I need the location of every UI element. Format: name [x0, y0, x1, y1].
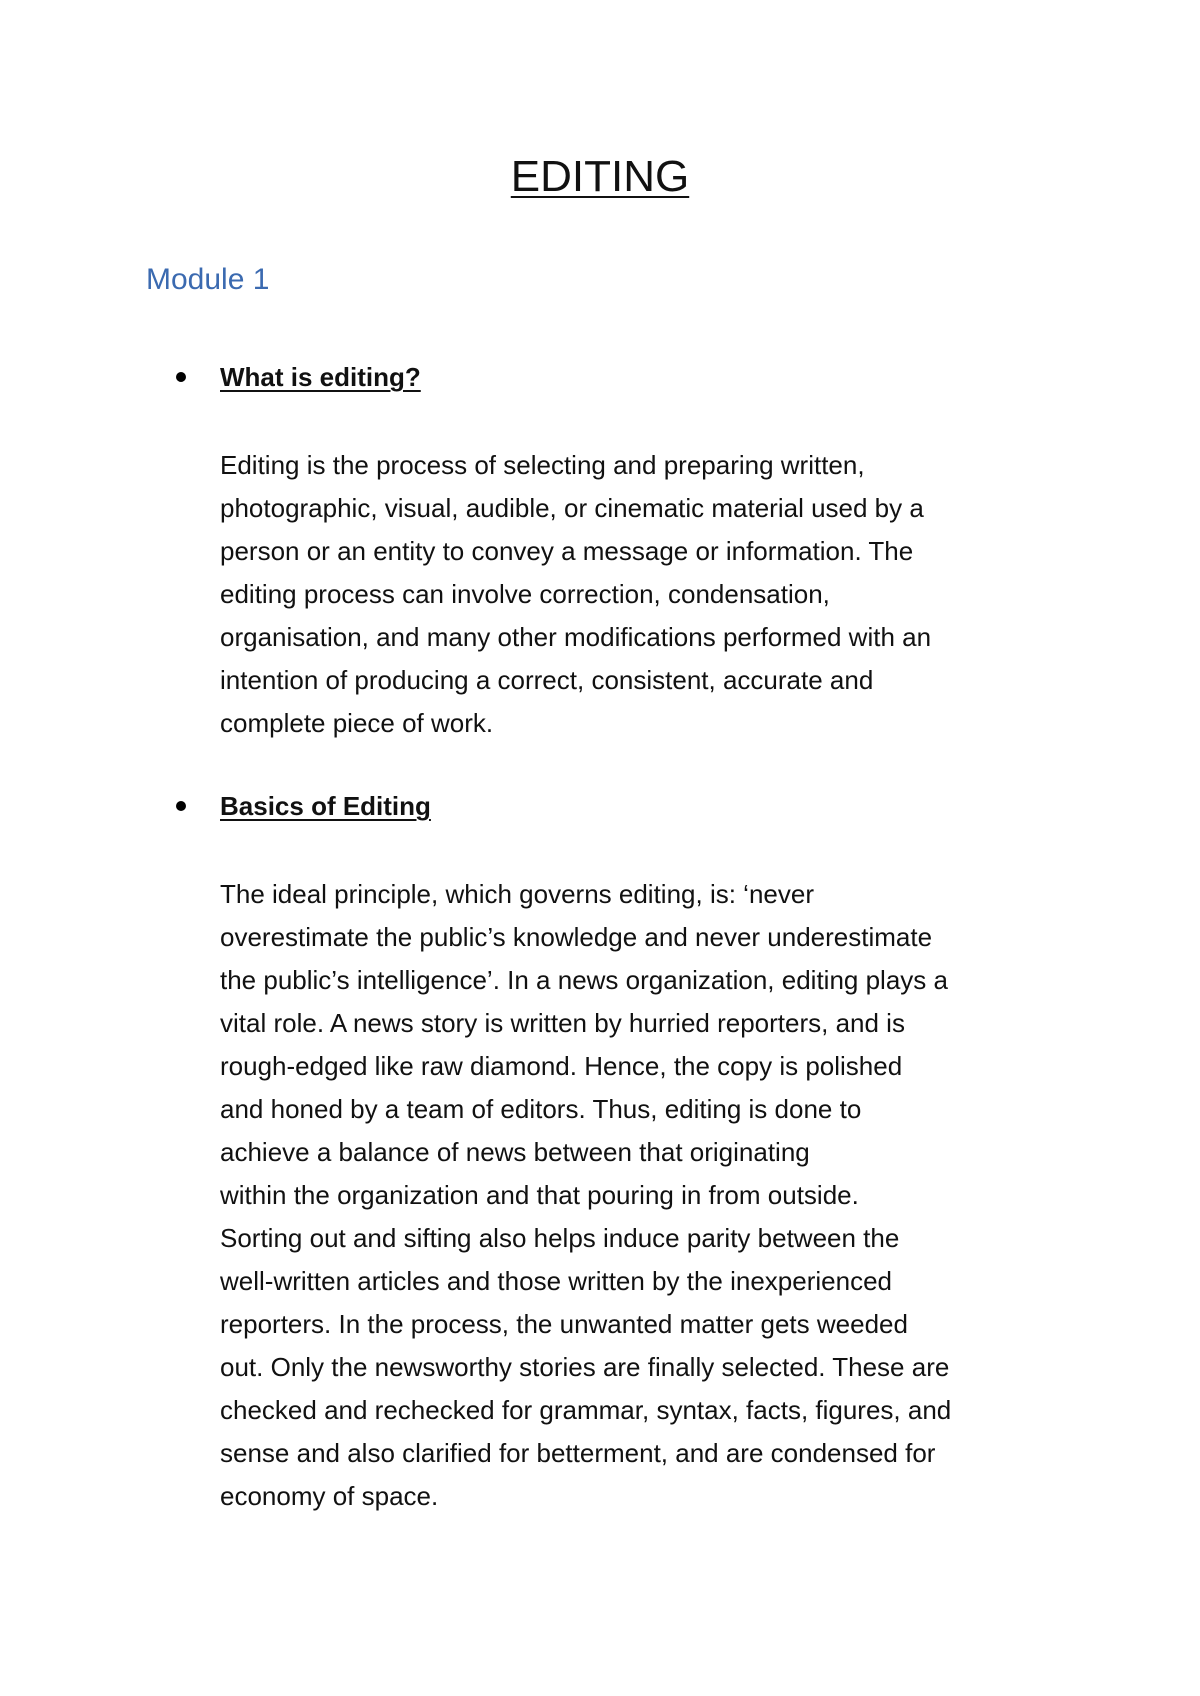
paragraph-line: and honed by a team of editors. Thus, editing is done to — [220, 1094, 862, 1124]
module-heading: Module 1 — [146, 263, 270, 296]
paragraph-line: rough-edged like raw diamond. Hence, the copy is polished — [220, 1051, 903, 1081]
section-heading-what-is-editing — [182, 360, 421, 394]
bullet-icon — [176, 801, 186, 811]
paragraph-line: organisation, and many other modifications performed with an — [220, 622, 932, 652]
paragraph-line: complete piece of work. — [220, 708, 494, 738]
paragraph-line: Editing is the process of selecting and preparing written, — [220, 450, 865, 480]
paragraph-line: economy of space. — [220, 1481, 439, 1511]
paragraph-line: overestimate the public’s knowledge and never underestimate — [220, 922, 933, 952]
paragraph-line: intention of producing a correct, consistent, accurate and — [220, 665, 874, 695]
paragraph-line: person or an entity to convey a message or information. The — [220, 536, 914, 566]
paragraph-line: editing process can involve correction, condensation, — [220, 579, 830, 609]
section-heading-text: Basics of Editing — [220, 791, 431, 821]
bullet-icon — [176, 372, 186, 382]
paragraph-line: vital role. A news story is written by hurried reporters, and is — [220, 1008, 905, 1038]
paragraph-line: well-written articles and those written by the inexperienced — [220, 1266, 893, 1296]
paragraph-line: The ideal principle, which governs editing, is: ‘never — [220, 879, 814, 909]
paragraph-line: Sorting out and sifting also helps induce parity between the — [220, 1223, 900, 1253]
section-heading-text: What is editing? — [220, 362, 421, 392]
paragraph-line: photographic, visual, audible, or cinematic material used by a — [220, 493, 924, 523]
document-title: EDITING — [510, 152, 690, 201]
paragraph-line: sense and also clarified for betterment, and are condensed for — [220, 1438, 936, 1468]
paragraph-what-is-editing — [220, 444, 1080, 745]
paragraph-line: checked and rechecked for grammar, syntax, facts, figures, and — [220, 1395, 952, 1425]
section-heading-basics-of-editing — [182, 789, 431, 823]
paragraph-line: within the organization and that pouring in from outside. — [220, 1180, 859, 1210]
paragraph-line: achieve a balance of news between that originating — [220, 1137, 810, 1167]
paragraph-line: the public’s intelligence’. In a news organization, editing plays a — [220, 965, 948, 995]
paragraph-line: out. Only the newsworthy stories are finally selected. These are — [220, 1352, 950, 1382]
paragraph-line: reporters. In the process, the unwanted matter gets weeded — [220, 1309, 908, 1339]
paragraph-basics-of-editing — [220, 873, 1080, 1518]
